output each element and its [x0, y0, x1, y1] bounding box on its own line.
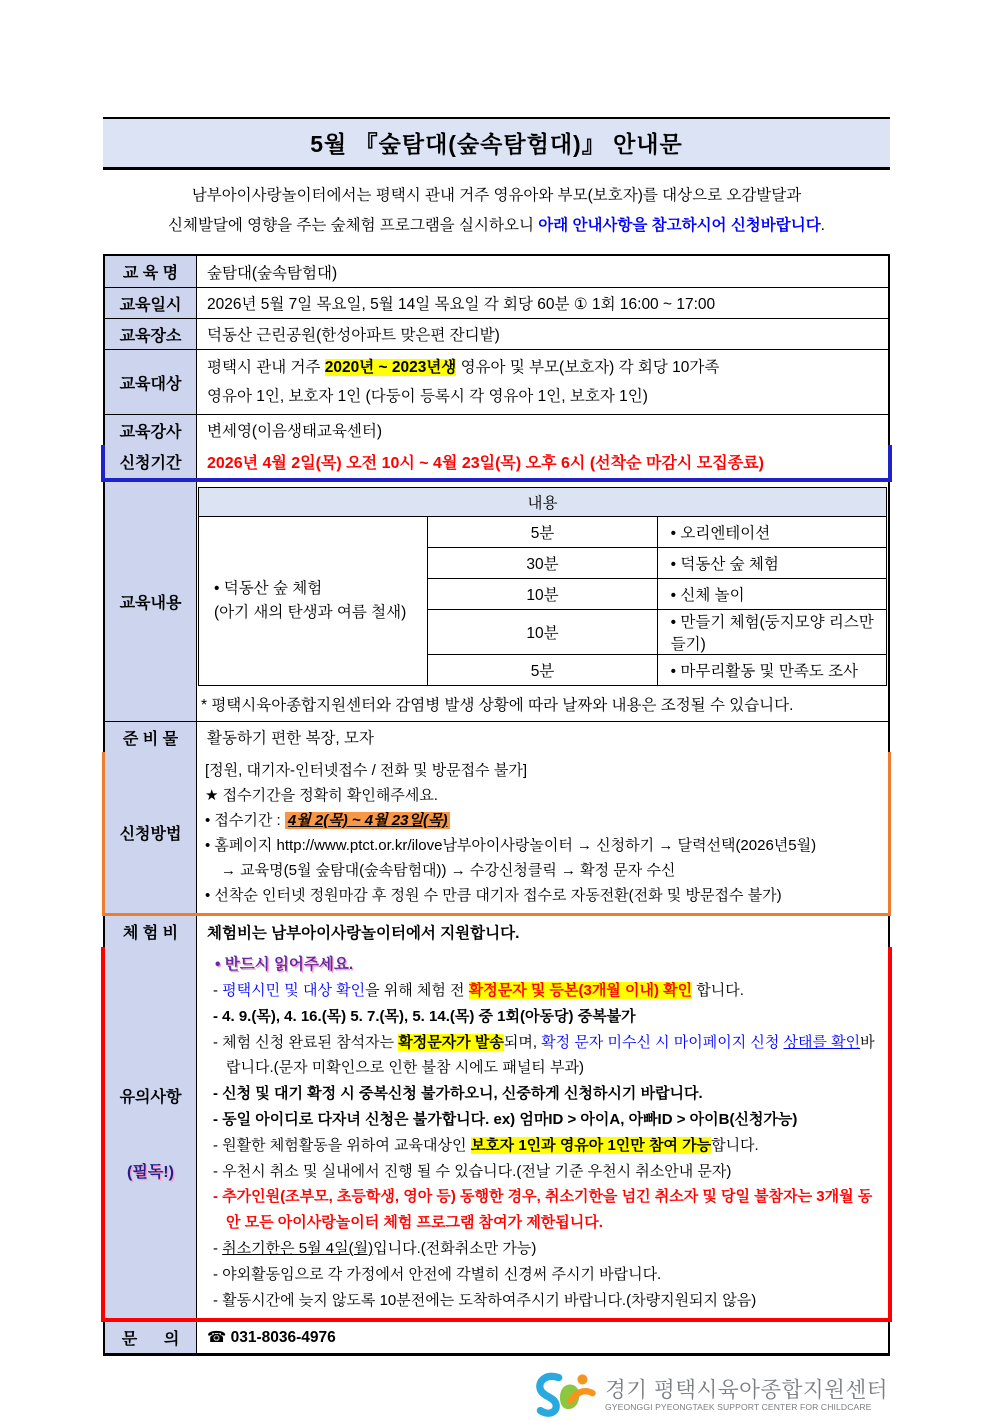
schedule-theme-cell: • 덕동산 숲 체험 (아기 새의 탄생과 여름 철새)	[199, 517, 428, 686]
footer-logo-text	[605, 1378, 888, 1414]
notice-item-8: - 추가인원(조부모, 초등학생, 영아 등) 동행한 경우, 취소기한을 넘긴 취소자 및 당일 불참자는 3개월 동안 모든 아이사랑놀이터 체험 프로그램 참여가 제한됩니다.	[213, 1188, 873, 1232]
document-content	[103, 117, 890, 1421]
info-table	[103, 254, 890, 1356]
row-value-contact	[197, 1322, 888, 1353]
row-value-edu-content	[197, 482, 888, 721]
schedule-row	[199, 517, 887, 548]
row-apply-method	[102, 752, 891, 916]
method-line-3: • 접수기간 : 4월 2(목) ~ 4월 23일(목)	[205, 808, 880, 833]
row-edu-teacher	[105, 414, 888, 445]
row-supplies	[105, 721, 888, 752]
row-value-edu-target	[197, 350, 888, 414]
schedule-desc: • 만들기 체험(둥지모양 리스만들기)	[657, 610, 886, 655]
schedule-time: 5분	[428, 517, 657, 548]
row-notice	[101, 947, 892, 1322]
row-label-edu-place: 교육장소	[105, 319, 197, 349]
row-edu-datetime	[105, 287, 888, 318]
notice-item-7: - 우천시 취소 및 실내에서 진행 될 수 있습니다.(전날 기준 우천시 취소안내 문자)	[213, 1162, 732, 1180]
row-label-apply-method: 신청방법	[105, 752, 197, 913]
receipt-period-highlight: 4월 2(목) ~ 4월 23일(목)	[285, 812, 451, 829]
schedule-time: 30분	[428, 548, 657, 579]
notice-head: • 반드시 읽어주세요.	[215, 956, 354, 973]
schedule-time: 10분	[428, 610, 657, 655]
row-label-edu-content: 교육내용	[105, 482, 197, 721]
row-contact	[105, 1322, 888, 1353]
footer-logo	[103, 1369, 890, 1421]
row-edu-place	[105, 318, 888, 349]
target-birthyear-highlight: 2020년 ~ 2023년생	[324, 359, 457, 376]
method-line-5: → 교육명(5월 숲탐대(숲속탐험대)) → 수강신청클릭 → 확정 문자 수신	[221, 862, 676, 879]
schedule-desc: • 덕동산 숲 체험	[657, 548, 886, 579]
row-edu-name	[105, 256, 888, 287]
page-title: 5월 『숲탐대(숲속탐험대)』 안내문	[103, 117, 890, 170]
method-line-1: [정원, 대기자-인터넷접수 / 전화 및 방문접수 불가]	[205, 762, 527, 779]
notice-item-6: - 원활한 체험활동을 위하여 교육대상인 보호자 1인과 영유아 1인만 참여 가능합니다.	[213, 1136, 759, 1154]
target-line-1: 평택시 관내 거주 2020년 ~ 2023년생 영유아 및 부모(보호자) 각 회당 10가족	[207, 359, 720, 376]
schedule-desc: • 신체 놀이	[657, 579, 886, 610]
row-value-notice	[197, 947, 888, 1318]
footer-logo-english: GYEONGGI PYEONGTAEK SUPPORT CENTER FOR CHILDCARE	[605, 1402, 872, 1413]
notice-item-1: - 평택시민 및 대상 확인을 위해 체험 전 확정문자 및 등본(3개월 이내) 확인 합니다.	[213, 982, 744, 999]
row-value-edu-teacher: 변세영(이음생태교육센터)	[207, 423, 383, 440]
footer-logo-korean: 경기 평택시육아종합지원센터	[605, 1377, 888, 1402]
row-apply-period	[101, 445, 892, 482]
row-label-edu-teacher: 교육강사	[105, 415, 197, 445]
intro-paragraph	[103, 181, 890, 241]
confirm-docs-highlight: 확정문자 및 등본(3개월 이내) 확인	[468, 982, 693, 999]
row-label-edu-datetime: 교육일시	[105, 288, 197, 318]
row-value-edu-name: 숲탐대(숲속탐험대)	[207, 264, 338, 282]
method-line-4: • 홈페이지 http://www.ptct.or.kr/ilove남부아이사랑놀이터 → 신청하기 → 달력선택(2026년5월)	[205, 837, 817, 854]
cancel-deadline-underline: 취소기한은 5월 4일(월)	[222, 1239, 374, 1257]
notice-item-2: - 4. 9.(목), 4. 16.(목) 5. 7.(목), 5. 14.(목) 중 1회(아동당) 중복불가	[213, 1007, 636, 1025]
notice-item-11: - 활동시간에 늦지 않도록 10분전에는 도착하여주시기 바랍니다.(차량지원되지 않음)	[213, 1291, 757, 1309]
row-value-supplies: 활동하기 편한 복장, 모자	[207, 730, 374, 747]
intro-emphasis: 아래 안내사항을 참고하시어 신청바랍니다	[538, 217, 821, 234]
row-label-notice: 유의사항 (필독!)	[105, 947, 197, 1318]
contact-phone-number: 031-8036-4976	[230, 1329, 336, 1347]
row-fee	[105, 916, 888, 947]
participants-highlight: 보호자 1인과 영유아 1인만 참여 가능	[470, 1136, 712, 1154]
notice-item-5: - 동일 아이디로 다자녀 신청은 불가합니다. ex) 엄마ID > 아이A, 아빠ID > 아이B(신청가능)	[213, 1110, 798, 1128]
notice-must-read-badge: (필독!)	[127, 1163, 174, 1181]
row-label-supplies: 준 비 물	[105, 722, 197, 752]
schedule-desc: • 오리엔테이션	[657, 517, 886, 548]
notice-item-10: - 야외활동임으로 각 가정에서 안전에 각별히 신경써 주시기 바랍니다.	[213, 1265, 662, 1283]
row-value-fee: 체험비는 남부아이사랑놀이터에서 지원합니다.	[207, 924, 520, 942]
intro-line-2: 신체발달에 영향을 주는 숲체험 프로그램을 실시하오니 아래 안내사항을 참고하시어 신청바랍니다.	[168, 217, 825, 234]
row-label-edu-name: 교 육 명	[105, 256, 197, 287]
schedule-time: 5분	[428, 655, 657, 686]
row-value-apply-method	[197, 752, 888, 913]
row-label-contact: 문 의	[105, 1322, 197, 1353]
row-label-fee: 체 험 비	[105, 916, 197, 947]
schedule-desc: • 마무리활동 및 만족도 조사	[657, 655, 886, 686]
schedule-table	[198, 487, 887, 686]
schedule-header: 내용	[199, 488, 887, 517]
phone-icon: ☎	[207, 1329, 227, 1347]
center-logo-icon	[534, 1369, 598, 1421]
apply-period-text: 2026년 4월 2일(목) 오전 10시 ~ 4월 23일(목) 오후 6시 (선착순 마감시 모집종료)	[207, 455, 764, 472]
row-edu-content	[105, 482, 888, 721]
row-value-edu-datetime: 2026년 5월 7일 목요일, 5월 14일 목요일 각 회당 60분 ① 1회 16:00 ~ 17:00	[207, 296, 716, 313]
notice-item-9: - 취소기한은 5월 4일(월)입니다.(전화취소만 가능)	[213, 1239, 537, 1257]
method-line-6: • 선착순 인터넷 정원마감 후 정원 수 만큼 대기자 접수로 자동전환(전화 및 방문접수 불가)	[205, 887, 782, 904]
intro-line-1: 남부아이사랑놀이터에서는 평택시 관내 거주 영유아와 부모(보호자)를 대상으로 오감발달과	[191, 187, 802, 204]
sms-sent-highlight: 확정문자가 발송	[398, 1033, 504, 1051]
row-label-apply-period: 신청기간	[105, 445, 197, 478]
notice-item-4: - 신청 및 대기 확정 시 중복신청 불가하오니, 신중하게 신청하시기 바랍니다.	[213, 1085, 703, 1103]
row-edu-target	[105, 349, 888, 414]
method-line-2: ★ 접수기간을 정확히 확인해주세요.	[205, 787, 438, 804]
row-label-edu-target: 교육대상	[105, 350, 197, 414]
schedule-note: * 평택시육아종합지원센터와 감염병 발생 상황에 따라 날짜와 내용은 조정될 수 있습니다.	[201, 697, 794, 714]
row-value-edu-place: 덕동산 근린공원(한성아파트 맞은편 잔디밭)	[207, 327, 500, 344]
schedule-time: 10분	[428, 579, 657, 610]
notice-item-3: - 체험 신청 완료된 참석자는 확정문자가 발송되며, 확정 문자 미수신 시 마이페이지 신청 상태를 확인바랍니다.(문자 미확인으로 인한 불참 시에도 패널티 부과)	[213, 1033, 875, 1077]
target-line-2: 영유아 1인, 보호자 1인 (다둥이 등록시 각 영유아 1인, 보호자 1인)	[207, 388, 648, 405]
